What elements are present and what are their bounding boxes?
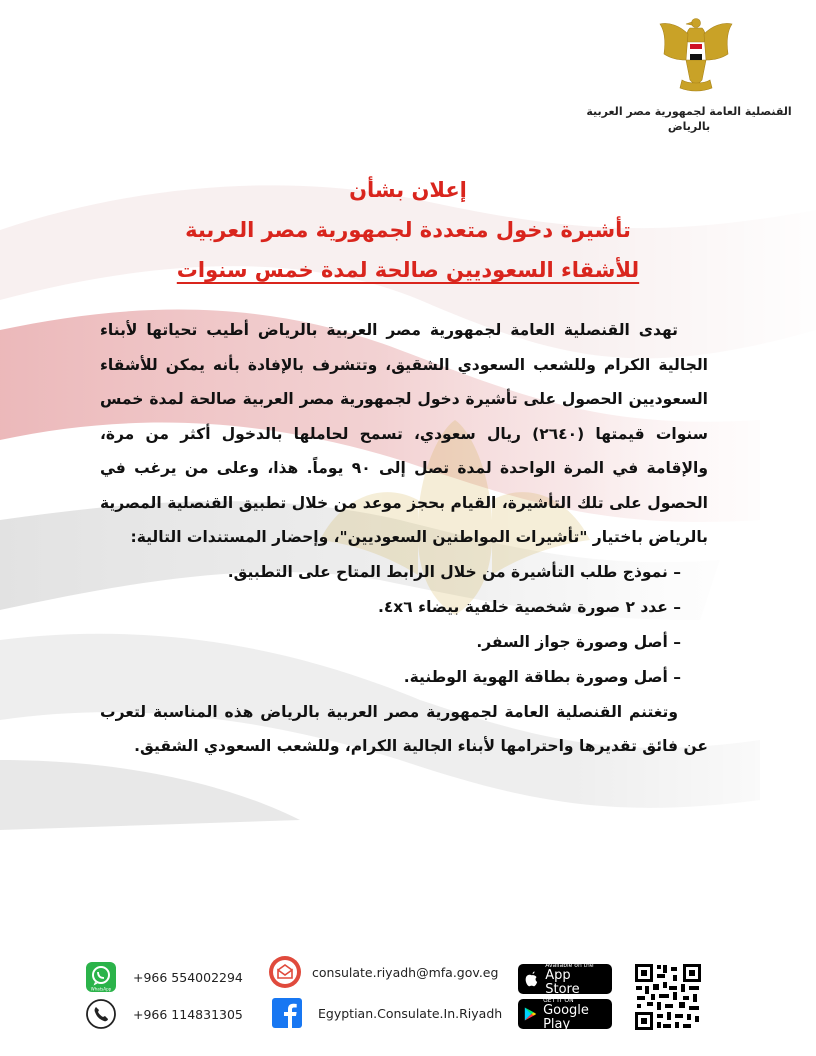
issuer-name bbox=[569, 104, 809, 134]
email-contact[interactable] bbox=[268, 955, 498, 989]
google-play-small-text: GET IT ON bbox=[543, 996, 574, 1004]
title-line-3-text: للأشقاء السعوديين صالحة لمدة خمس سنوات bbox=[176, 258, 640, 282]
whatsapp-icon bbox=[85, 961, 117, 993]
egypt-eagle-emblem-icon bbox=[656, 14, 736, 94]
google-play-text: Google Play bbox=[543, 1002, 589, 1032]
body-closing: وتغتنم القنصلية العامة لجمهورية مصر العربية بالرياض هذه المناسبة لتعرب عن فائق تقديرها واحترامها لأبناء الجالية الكرام، وللشعب السعودي الشقيق. bbox=[100, 702, 708, 755]
announcement-title bbox=[0, 170, 816, 290]
title-line-3 bbox=[0, 250, 816, 290]
list-item: – أصل وصورة بطاقة الهوية الوطنية. bbox=[100, 660, 681, 695]
apple-icon bbox=[524, 970, 539, 988]
google-play-icon bbox=[524, 1005, 537, 1023]
facebook-page: Egyptian.Consulate.In.Riyadh bbox=[318, 1005, 503, 1021]
app-store-badge[interactable] bbox=[518, 961, 612, 997]
list-item: – نموذج طلب التأشيرة من خلال الرابط المتاح على التطبيق. bbox=[100, 555, 681, 590]
whatsapp-number: +966 554002294 bbox=[133, 969, 243, 985]
app-store-text: App Store bbox=[545, 967, 580, 997]
letterhead bbox=[521, 14, 792, 134]
facebook-contact[interactable] bbox=[272, 998, 502, 1028]
phone-icon bbox=[85, 998, 117, 1030]
issuer-line-1: القنصلية العامة لجمهورية مصر العربية bbox=[586, 105, 792, 118]
email-icon bbox=[268, 955, 302, 989]
documents-list bbox=[100, 555, 708, 695]
contact-footer bbox=[85, 955, 715, 1035]
whatsapp-contact[interactable] bbox=[85, 961, 243, 993]
qr-code-icon[interactable] bbox=[633, 962, 703, 1032]
list-item: – أصل وصورة جواز السفر. bbox=[100, 625, 681, 660]
list-item: – عدد ٢ صورة شخصية خلفية بيضاء ٤x٦. bbox=[100, 590, 681, 625]
email-address: consulate.riyadh@mfa.gov.eg bbox=[312, 964, 499, 980]
app-store-small-text: Available on the bbox=[545, 961, 594, 969]
facebook-icon bbox=[272, 998, 302, 1028]
title-line-2: تأشيرة دخول متعددة لجمهورية مصر العربية bbox=[185, 218, 631, 242]
google-play-badge[interactable] bbox=[518, 996, 612, 1032]
body-paragraph-1: تهدى القنصلية العامة لجمهورية مصر العربية بالرياض أطيب تحياتها لأبناء الجالية الكرام وللشعب السعودي الشقيق، وتتشرف بالإفادة بأنه يمكن للأشقاء السعوديين الحصول على تأشيرة دخول لجمهورية مصر العربية صالحة لمدة خمس سنوات قيمتها (٢٦٤٠) ريال سعودي، تسمح لحاملها بالدخول أكثر من مرة، والإقامة في المرة الواحدة لمدة تصل إلى ٩٠ يوماً. هذا، وعلى من يرغب في الحصول على تلك التأشيرة، القيام بحجز موعد من خلال تطبيق القنصلية المصرية بالرياض باختيار "تأشيرات المواطنين السعوديين"، وإحضار المستندات التالية: bbox=[100, 321, 708, 546]
phone-contact[interactable] bbox=[85, 998, 243, 1030]
whatsapp-icon-label: WhatsApp bbox=[90, 986, 112, 992]
title-line-1: إعلان بشأن bbox=[349, 178, 467, 202]
issuer-line-2: بالرياض bbox=[667, 120, 711, 133]
announcement-body bbox=[100, 313, 708, 764]
phone-number: +966 114831305 bbox=[133, 1006, 243, 1022]
